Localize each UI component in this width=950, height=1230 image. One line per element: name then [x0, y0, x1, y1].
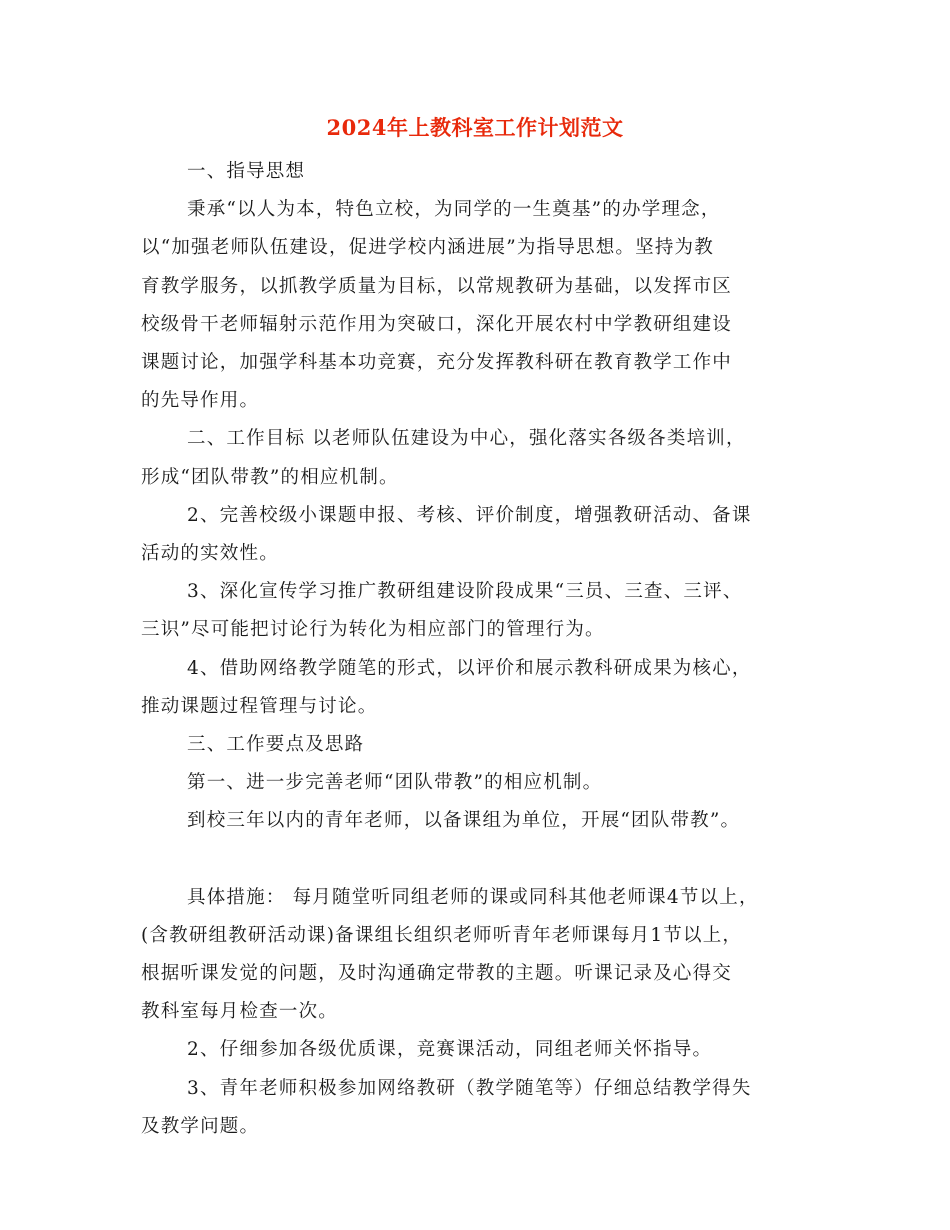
paragraph-line: 二、工作目标 以老师队伍建设为中心，强化落实各级各类培训，: [187, 428, 746, 450]
paragraph-line: 3、青年老师积极参加网络教研（教学随笔等）仔细总结教学得失: [187, 1077, 752, 1099]
paragraph-line: 推动课题过程管理与讨论。: [141, 695, 378, 717]
document-title: 2024年上教科室工作计划范文: [326, 115, 624, 140]
paragraph-line: 三识”尽可能把讨论行为转化为相应部门的管理行为。: [141, 619, 605, 641]
paragraph-line: 到校三年以内的青年老师，以备课组为单位，开展“团队带教”。: [187, 810, 741, 832]
paragraph-line: 第一、进一步完善老师“团队带教”的相应机制。: [187, 772, 603, 794]
paragraph-line: 秉承“以人为本，特色立校，为同学的一生奠基”的办学理念，: [187, 199, 721, 221]
paragraph-line: (含教研组教研活动课)备课组长组织老师听青年老师课每月1节以上，: [141, 924, 743, 946]
paragraph-line: 活动的实效性。: [141, 543, 279, 565]
paragraph-line: 的先导作用。: [141, 390, 260, 412]
paragraph-spacer: [141, 841, 811, 879]
paragraph-line: 课题讨论，加强学科基本功竞赛，充分发挥教科研在教育教学工作中: [141, 352, 733, 374]
paragraph-line: 2、仔细参加各级优质课，竞赛课活动，同组老师关怀指导。: [187, 1039, 713, 1061]
paragraph-line: 以“加强老师队伍建设，促进学校内涵进展”为指导思想。坚持为教: [141, 237, 714, 259]
paragraph-line: 3、深化宣传学习推广教研组建设阶段成果“三员、三查、三评、: [187, 581, 743, 603]
paragraph-line: 育教学服务，以抓教学质量为目标，以常规教研为基础，以发挥市区: [141, 275, 733, 297]
section-heading: 三、工作要点及思路: [187, 734, 365, 756]
section-heading: 一、指导思想: [187, 161, 306, 182]
paragraph-line: 形成“团队带教”的相应机制。: [141, 466, 399, 488]
paragraph-line: 校级骨干老师辐射示范作用为突破口，深化开展农村中学教研组建设: [141, 313, 733, 335]
paragraph-line: 4、借助网络教学随笔的形式，以评价和展示教科研成果为核心，: [187, 657, 752, 679]
paragraph-line: 及教学问题。: [141, 1115, 260, 1137]
paragraph-line: 根据听课发觉的问题，及时沟通确定带教的主题。听课记录及心得交: [141, 963, 733, 985]
document-body: [141, 153, 811, 1146]
paragraph-line: 具体措施： 每月随堂听同组老师的课或同科其他老师课4节以上，: [187, 886, 759, 908]
paragraph-line: 2、完善校级小课题申报、考核、评价制度，增强教研活动、备课: [187, 504, 752, 526]
paragraph-line: 教科室每月检查一次。: [141, 1001, 339, 1023]
